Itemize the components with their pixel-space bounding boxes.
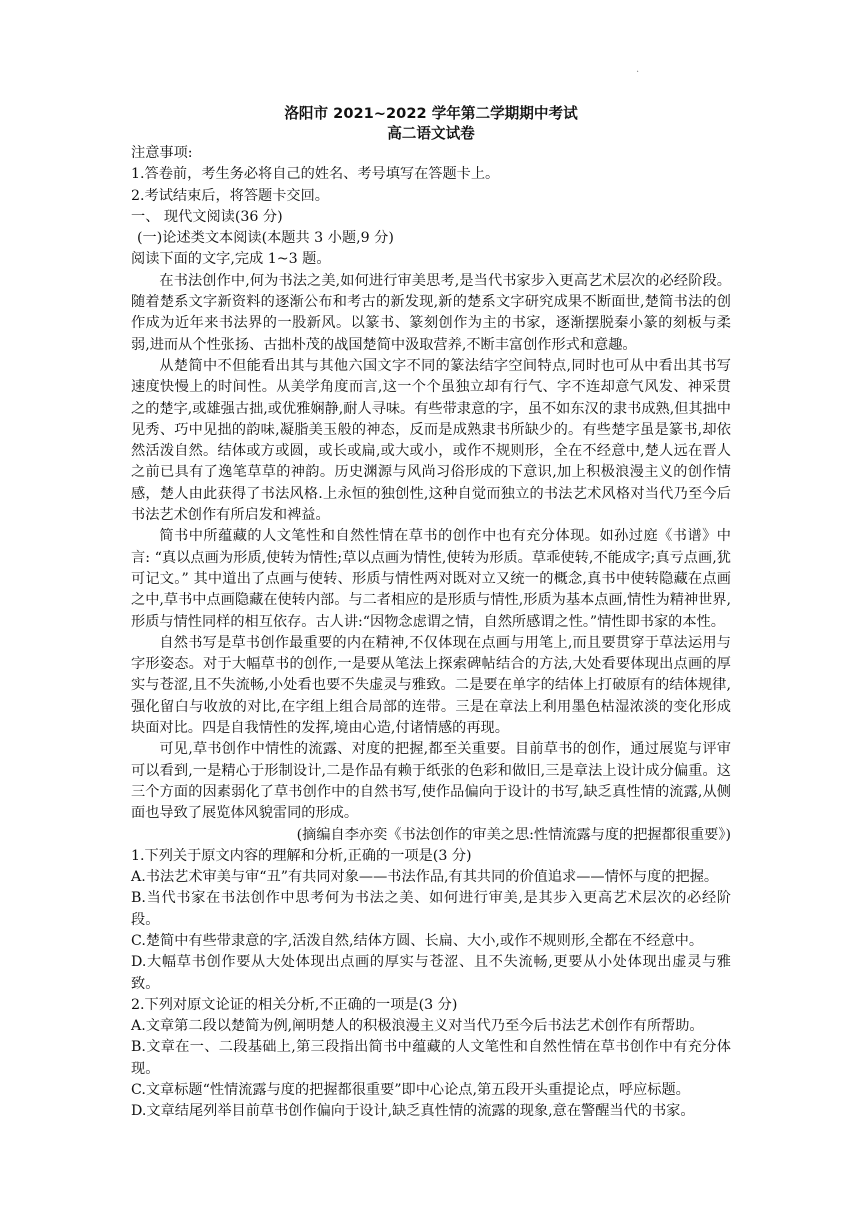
passage-source: (摘编自李亦奕《书法创作的审美之思:性情流露与度的把握都很重要》) [296, 826, 731, 843]
notes-item-2: 2.考试结束后，将答题卡交回。 [131, 187, 329, 204]
exam-title-line2: 高二语文试卷 [387, 124, 475, 142]
question-1-stem: 1.下列关于原文内容的理解和分析,正确的一项是(3 分) [131, 847, 472, 864]
exam-title-line1: 洛阳市 2021~2022 学年第二学期期中考试 [284, 105, 578, 122]
reading-instruction: 阅读下面的文字,完成 1~3 题。 [131, 251, 331, 268]
question-2-option-c: C.文章标题“性情流露与度的把握都很重要”即中心论点,第五段开头重提论点，呼应标题。 [131, 1082, 690, 1099]
passage-paragraph-2: 从楚简中不但能看出其与其他六国文字不同的篆法结字空间特点,同时也可从中看出其书写速度快慢上的时间性。从美学角度而言,这一个个虽独立却有行气、字不连却意气风发、神采贯之的楚字,或雄强古拙,或优雅娴静,耐人寻味。有些带隶意的字，虽不如东汉的隶书成熟,但其拙中见秀、巧中见拙的韵味,凝脂美玉般的神态，反而是成熟隶书所缺少的。有些楚字虽是篆书,却依然活泼自然。结体或方或圆，或长或扁,或大或小，或作不规则形，全在不经意中,楚人远在晋人之前已具有了逸笔草草的神韵。历史渊源与风尚习俗形成的下意识,加上积极浪漫主义的创作情感，楚人由此获得了书法风格.上永恒的独创性,这种自觉而独立的书法艺术风格对当代乃至今后书法艺术创作有所启发和裨益。 [131, 357, 731, 524]
passage-paragraph-1: 在书法创作中,何为书法之美,如何进行审美思考,是当代书家步入更高艺术层次的必经阶段。随着楚系文字新资料的逐渐公布和考古的新发现,新的楚系文字研究成果不断面世,楚简书法的创作成为近年来书法界的一股新风。以篆书、篆刻创作为主的书家，逐渐摆脱秦小篆的刻板与柔弱,进而从个性张扬、古拙朴茂的战国楚简中汲取营养,不断丰富创作形式和意趣。 [131, 272, 731, 353]
question-1-option-d: D.大幅草书创作要从大处体现出点画的厚实与苍涩、且不失流畅,更要从小处体现出虚灵与雅致。 [131, 954, 731, 992]
question-2-option-d: D.文章结尾列举目前草书创作偏向于设计,缺乏真性情的流露的现象,意在警醒当代的书家。 [131, 1103, 695, 1120]
passage-paragraph-3: 简书中所蕴藏的人文笔性和自然性情在草书的创作中也有充分体现。如孙过庭《书谱》中言: “真以点画为形质,使转为情性;草以点画为情性,使转为形质。草乖使转,不能成字;真亏点画,犹可记文。” 其中道出了点画与使转、形质与情性两对既对立又统一的概念,真书中使转隐藏在点画之中,草书中点画隐藏在使转内部。与二者相应的是形质与情性,形质为基本点画,情性为精神世界,形质与情性同样的相互依存。古人讲:“因物念虑谓之情，自然所感谓之性。”情性即书家的本性。 [131, 528, 731, 630]
passage-paragraph-5: 可见,草书创作中情性的流露、对度的把握,都至关重要。目前草书的创作，通过展览与评审可以看到,一是精心于形制设计,二是作品有赖于纸张的色彩和做旧,三是章法上设计成分偏重。这三个方面的因素弱化了草书创作中的自然书写,使作品偏向于设计的书写,缺乏真性情的流露,从侧面也导致了展览体风貌雷同的形成。 [131, 741, 731, 822]
question-1-option-a: A.书法艺术审美与审“丑”有共同对象——书法作品,有其共同的价值追求——情怀与度的把握。 [131, 869, 719, 886]
question-2-option-a: A.文章第二段以楚简为例,阐明楚人的积极浪漫主义对当代乃至今后书法艺术创作有所帮助。 [131, 1018, 704, 1035]
section-title: 一、 现代文阅读(36 分) [131, 208, 283, 225]
corner-dot: . [636, 64, 640, 75]
question-1-option-c: C.楚简中有些带隶意的字,活泼自然,结体方圆、长扁、大小,或作不规则形,全都在不经意中。 [131, 932, 704, 949]
notes-item-1: 1.答卷前，考生务必将自己的姓名、考号填写在答题卡上。 [131, 166, 500, 183]
question-2-option-b: B.文章在一、二段基础上,第三段指出简书中蕴藏的人文笔性和自然性情在草书创作中有充分体现。 [131, 1039, 731, 1077]
section-subtitle: (一)论述类文本阅读(本题共 3 小题,9 分) [137, 230, 394, 247]
exam-page [131, 104, 731, 1123]
question-1-option-b: B.当代书家在书法创作中思考何为书法之美、如何进行审美,是其步入更高艺术层次的必经阶段。 [131, 890, 731, 928]
question-2-stem: 2.下列对原文论证的相关分析,不正确的一项是(3 分) [131, 996, 458, 1013]
notes-heading: 注意事项: [131, 145, 193, 161]
passage-paragraph-4: 自然书写是草书创作最重要的内在精神,不仅体现在点画与用笔上,而且要贯穿于草法运用与字形姿态。对于大幅草书的创作,一是要从笔法上探索碑帖结合的方法,大处看要体现出点画的厚实与苍涩,且不失流畅,小处看也要不失虚灵与雅致。二是要在单字的结体上打破原有的结体规律,强化留白与收放的对比,在字组上组合局部的连带。三是在章法上利用墨色枯湿浓淡的变化形成块面对比。四是自我情性的发挥,境由心造,付诸情感的再现。 [131, 634, 731, 737]
